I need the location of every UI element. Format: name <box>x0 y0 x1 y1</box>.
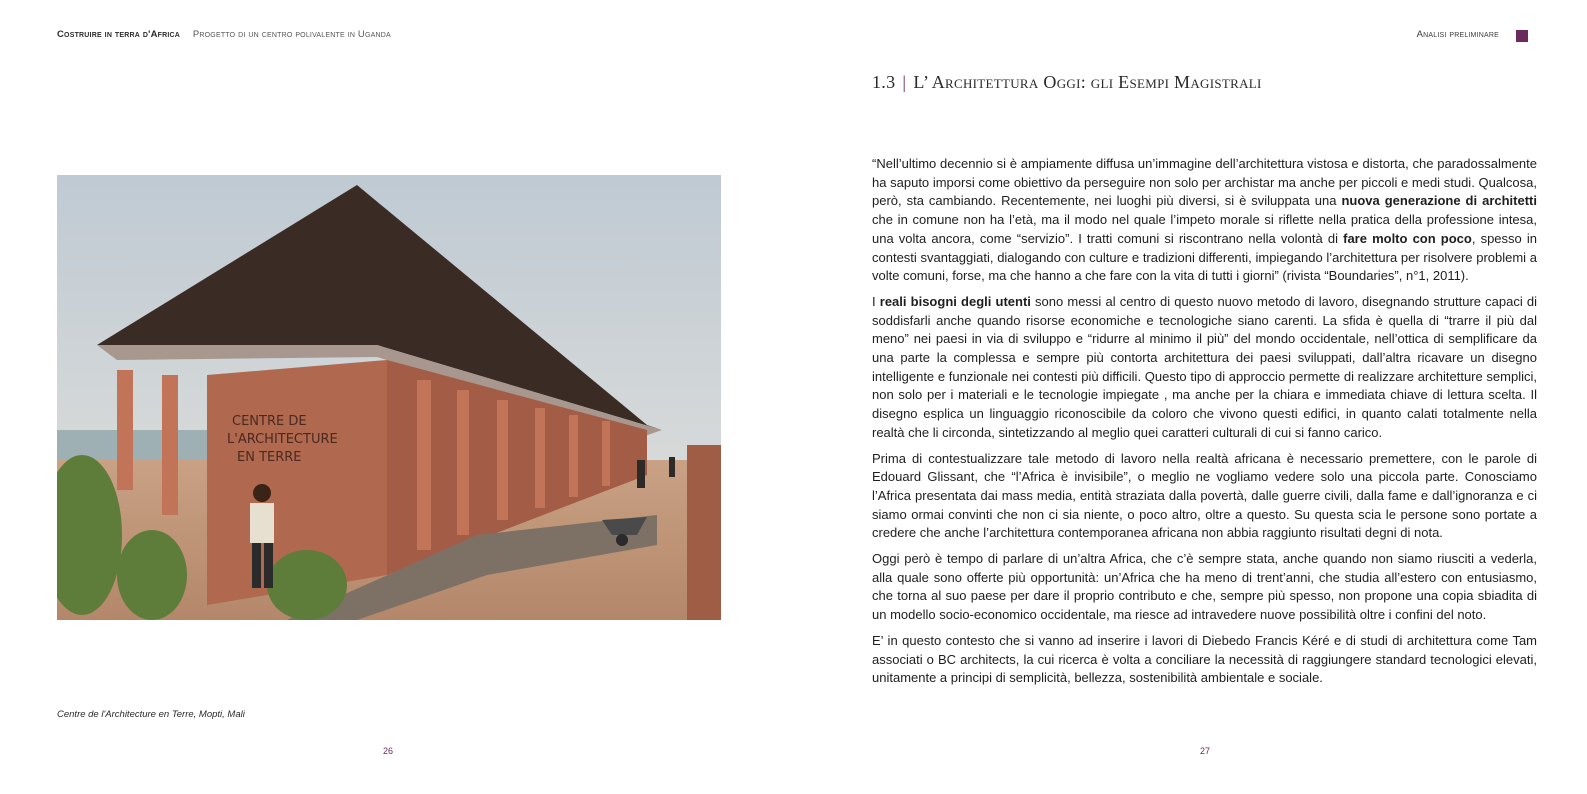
body-text <box>872 155 1537 695</box>
paragraph-1 <box>872 155 1537 286</box>
p1-bold-1: nuova generazione di architetti <box>1341 193 1537 209</box>
photo-caption: Centre de l'Architecture en Terre, Mopti, Mali <box>57 709 245 720</box>
page-number-left: 26 <box>383 746 394 756</box>
paragraph-2 <box>872 293 1537 443</box>
p1-text-2: che in comune non ha l’età, ma il modo nel quale l’impeto morale si riflette nella pratica della professione intesa, una volta ancora, come “servizio”. I tratti comuni si riscontrano nella volontà di <box>872 212 1537 246</box>
p2-text-1: I <box>872 293 880 309</box>
page-number-right: 27 <box>1200 746 1211 756</box>
p1-text-3: , spesso in contesti svantaggiati, dialogando con culture e tradizioni differenti, impiegando l’architettura per risolvere problemi a volte comuni, forse, ma che hanno a che fare con la vita di tutti i giorni” (rivista “Boundaries”, n°1, 2011). <box>872 230 1537 284</box>
side-building <box>687 445 721 620</box>
p2-text-2: sono messi al centro di questo nuovo metodo di lavoro, disegnando strutture capaci di soddisfarli anche quando risorse economiche e tecnologiche siano carenti. La sfida è quella di “trarre il più dal meno” nei paesi in via di sviluppo e “ridurre al minimo il più” del mondo occidentale, nell’ottica di semplificare da una parte la complessa e sempre più contorta architettura dei paesi sviluppati, dall’altra ricavare un disegno intelligente e funzionale nei contesti più difficili. Questo tipo di approccio permette di realizzare architetture semplici, non solo per i materiali e le tecnologie impiegate , ma anche per la chiara e immediata chiave di lettura scelta. Il disegno esplica un linguaggio riconoscibile da coloro che vivono questi edifici, in quanto calati totalmente nella realtà che li circonda, sintetizzando al meglio quei caratteri culturali di cui si fanno carico. <box>872 293 1537 440</box>
section-title: L’ Architettura Oggi: gli Esempi Magistrali <box>913 72 1262 92</box>
p2-bold-1: reali bisogni degli utenti <box>879 293 1031 309</box>
running-header-right: Analisi preliminare <box>1416 29 1499 40</box>
sign-line-2: L'ARCHITECTURE <box>227 432 338 447</box>
section-number: 1.3 <box>872 72 896 92</box>
paragraph-4: Oggi però è tempo di parlare di un’altra Africa, che c’è sempre stata, anche quando non siamo riusciti a vederla, alla quale sono offerte più opportunità: un’Africa che ha meno di trent’anni, che studia all’estero con entusiasmo, che torna al suo paese per dare il proprio contributo e che, sempre più spesso, non propone una copia sbiadita di un modello socio-economico occidentale, ma riesce ad intravedere nuove possibilità oltre i confini del noto. <box>872 551 1537 623</box>
book-title: Costruire in terra d'Africa <box>57 29 181 40</box>
paragraph-3: Prima di contestualizzare tale metodo di lavoro nella realtà africana è necessario premettere, con le parole di Edouard Glissant, che “l’Africa è invisibile”, o meglio ne vogliamo vedere solo una piccola parte. Conosciamo l’Africa presentata dai mass media, entità straziata dalla povertà, dalle guerre civili, dalla fame e dall’ignoranza e ci siamo ormai convinti che non ci sia niente, o poco altro, oltre a questo. Su questa scia le persone sono portate a credere che anche l’architettura contemporanea africana non abbia raggiunto risultati degni di nota. <box>872 450 1537 541</box>
p1-bold-2: fare molto con poco <box>1343 230 1472 246</box>
p1-text-1: “Nell’ultimo decennio si è ampiamente diffusa un’immagine dell’architettura vistosa e distorta, che paradossalmente ha saputo imporsi come obiettivo da perseguire non solo per archistar ma anche per piccoli e medi studi. Qualcosa, però, sta cambiando. Recentemente, nei luoghi più diversi, si è sviluppata una <box>872 156 1537 209</box>
section-divider: | <box>902 72 907 92</box>
sign-line-3: EN TERRE <box>237 450 302 465</box>
header-accent-square <box>1516 30 1528 42</box>
photo-illustration <box>57 175 721 620</box>
building-photo <box>57 175 721 620</box>
sign-line-1: CENTRE DE <box>232 414 307 429</box>
running-header-left <box>57 29 391 40</box>
paragraph-5: E’ in questo contesto che si vanno ad inserire i lavori di Diebedo Francis Kéré e di studi di architettura come Tam associati o BC architects, la cui ricerca è volta a conciliare la necessità di raggiungere standard tecnologici elevati, unitamente a principi di semplicità, bellezza, sostenibilità ambientale e sociale. <box>872 632 1537 686</box>
section-heading <box>872 72 1262 93</box>
book-subtitle: Progetto di un centro polivalente in Uganda <box>192 29 391 40</box>
